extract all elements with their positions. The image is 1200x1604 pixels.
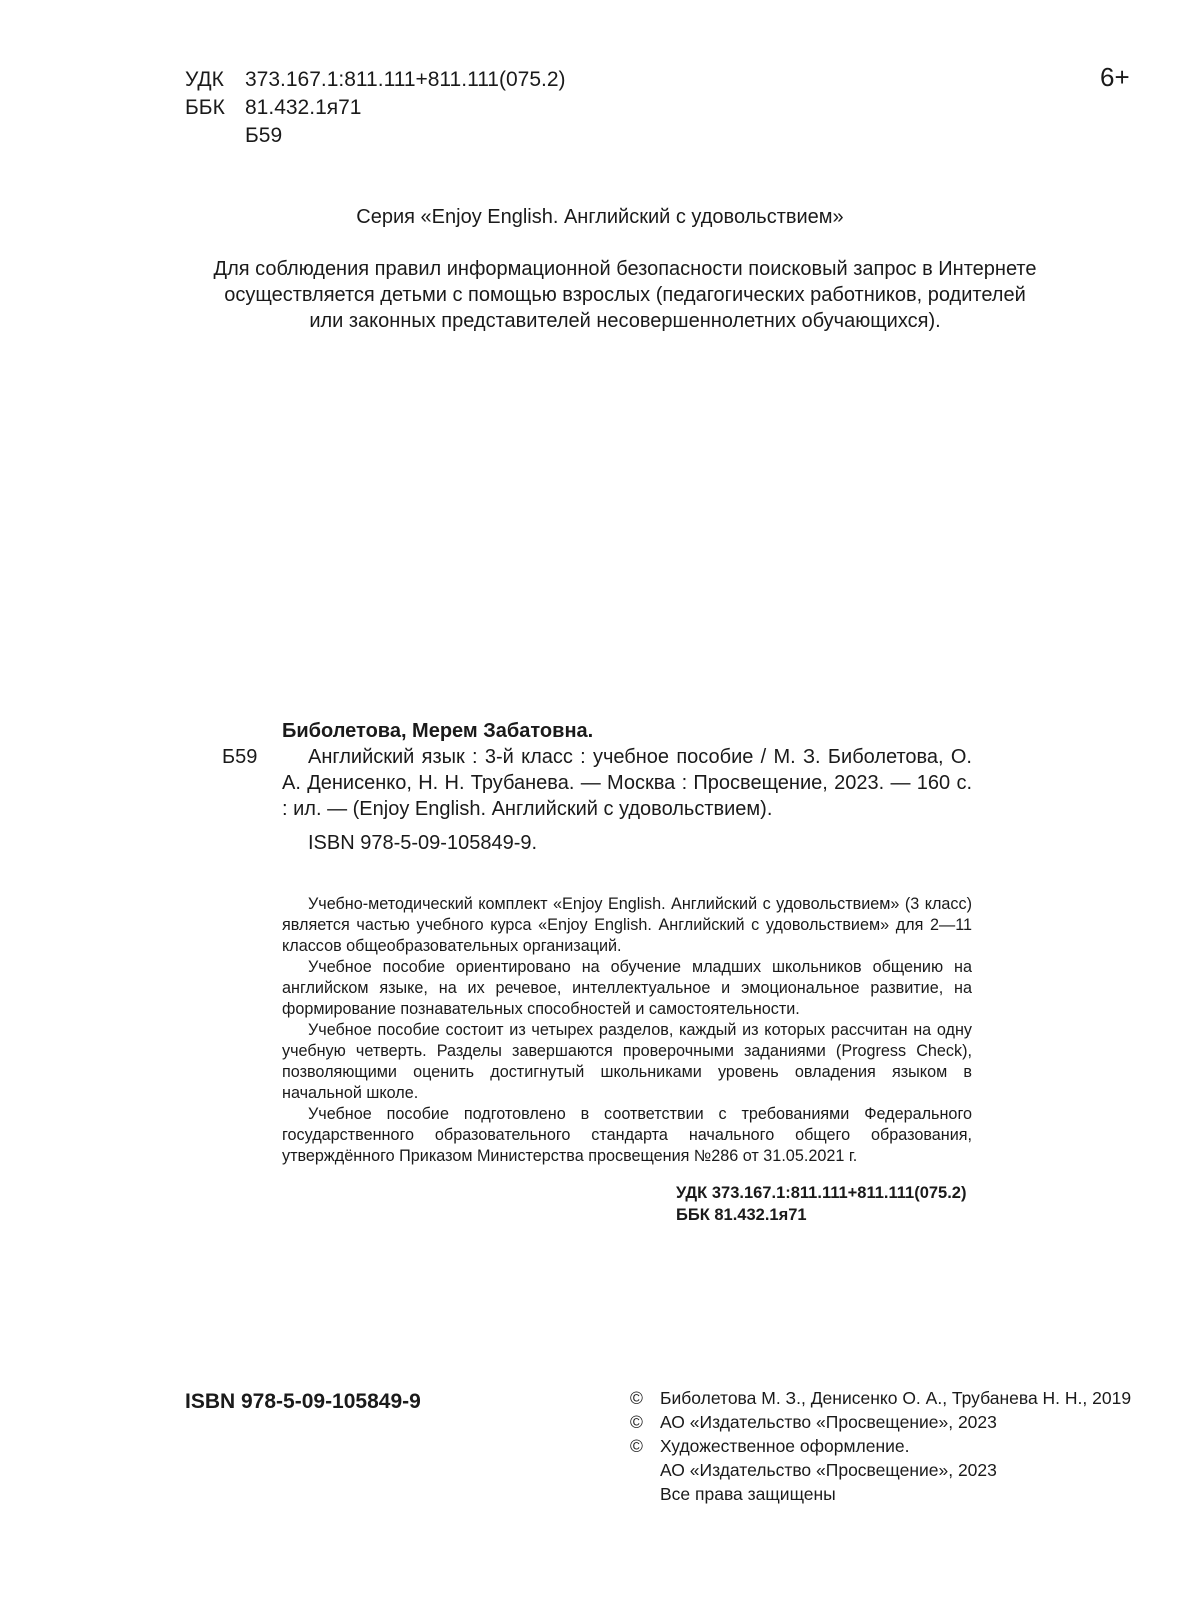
bbk-label: ББК: [185, 96, 225, 119]
copyright-line: [630, 1482, 1131, 1506]
copyright-design: Художественное оформление.: [660, 1436, 910, 1456]
notice-line: или законных представителей несовершеннолетних обучающихся).: [309, 310, 941, 332]
copyright-symbol: ©: [630, 1412, 643, 1432]
author-name: Биболетова, Мерем Забатовна.: [282, 720, 594, 742]
classification-codes: [185, 66, 566, 150]
copyright-block: [630, 1386, 1131, 1506]
notice-line: Для соблюдения правил информационной безопасности поисковый запрос в Интернете: [213, 258, 1037, 280]
bibliographic-isbn: ISBN 978-5-09-105849-9.: [308, 832, 538, 854]
abstract: [282, 894, 972, 1167]
copyright-line: [630, 1410, 1131, 1434]
safety-notice: [160, 256, 1090, 334]
series-title: Серия «Enjoy English. Английский с удовольствием»: [356, 206, 844, 228]
copyright-line: [630, 1386, 1131, 1410]
bottom-classification-codes: [676, 1182, 966, 1226]
abstract-paragraph: Учебное пособие подготовлено в соответствии с требованиями Федерального государственного образовательного стандарта начального общего образования, утверждённого Приказом Министерства просвещения №286 от 31.05.2021 г.: [282, 1105, 972, 1165]
bibliographic-record: [282, 718, 972, 856]
bottom-udk: УДК 373.167.1:811.111+811.111(075.2): [676, 1184, 967, 1202]
abstract-paragraph: Учебное пособие состоит из четырех разделов, каждый из которых рассчитан на одну учебную четверть. Разделы завершаются проверочными заданиями (Progress Check), позволяющими оценить достигнутый школьниками уровень овладения языком в начальной школе.: [282, 1021, 972, 1102]
copyright-symbol: ©: [630, 1388, 643, 1408]
age-rating: 6+: [1100, 62, 1130, 92]
abstract-paragraph: Учебное пособие ориентировано на обучение младших школьников общению на английском языке, на их речевое, интеллектуальное и эмоциональное развитие, на формирование познавательных способностей и самостоятельности.: [282, 958, 972, 1018]
notice-line: осуществляется детьми с помощью взрослых (педагогических работников, родителей: [224, 284, 1026, 306]
bibliographic-entry: Английский язык : 3-й класс : учебное пособие / М. З. Биболетова, О. А. Денисенко, Н. Н. Трубанева. — Москва : Просвещение, 2023. — 160 с. : ил. — (Enjoy English. Английский с удовольствием).: [282, 746, 972, 820]
udk-row: [185, 66, 566, 94]
author-mark-row: [185, 122, 566, 150]
copyright-design-publisher: АО «Издательство «Просвещение», 2023: [660, 1460, 997, 1480]
copyright-publisher: АО «Издательство «Просвещение», 2023: [660, 1412, 997, 1432]
udk-label: УДК: [185, 68, 224, 91]
isbn-main: ISBN 978-5-09-105849-9: [185, 1390, 421, 1413]
bbk-row: [185, 94, 566, 122]
bbk-value: 81.432.1я71: [245, 96, 362, 119]
abstract-paragraph: Учебно-методический комплект «Enjoy English. Английский с удовольствием» (3 класс) является частью учебного курса «Enjoy English. Английский с удовольствием» для 2—11 классов общеобразовательных организаций.: [282, 895, 972, 955]
rights-reserved: Все права защищены: [660, 1484, 836, 1504]
copyright-line: [630, 1434, 1131, 1458]
udk-value: 373.167.1:811.111+811.111(075.2): [245, 68, 566, 91]
copyright-line: [630, 1458, 1131, 1482]
copyright-authors: Биболетова М. З., Денисенко О. А., Трубанева Н. Н., 2019: [660, 1388, 1132, 1408]
author-mark: Б59: [245, 124, 283, 147]
bibliographic-code: Б59: [222, 746, 258, 768]
bottom-bbk: ББК 81.432.1я71: [676, 1206, 807, 1224]
copyright-symbol: ©: [630, 1436, 643, 1456]
